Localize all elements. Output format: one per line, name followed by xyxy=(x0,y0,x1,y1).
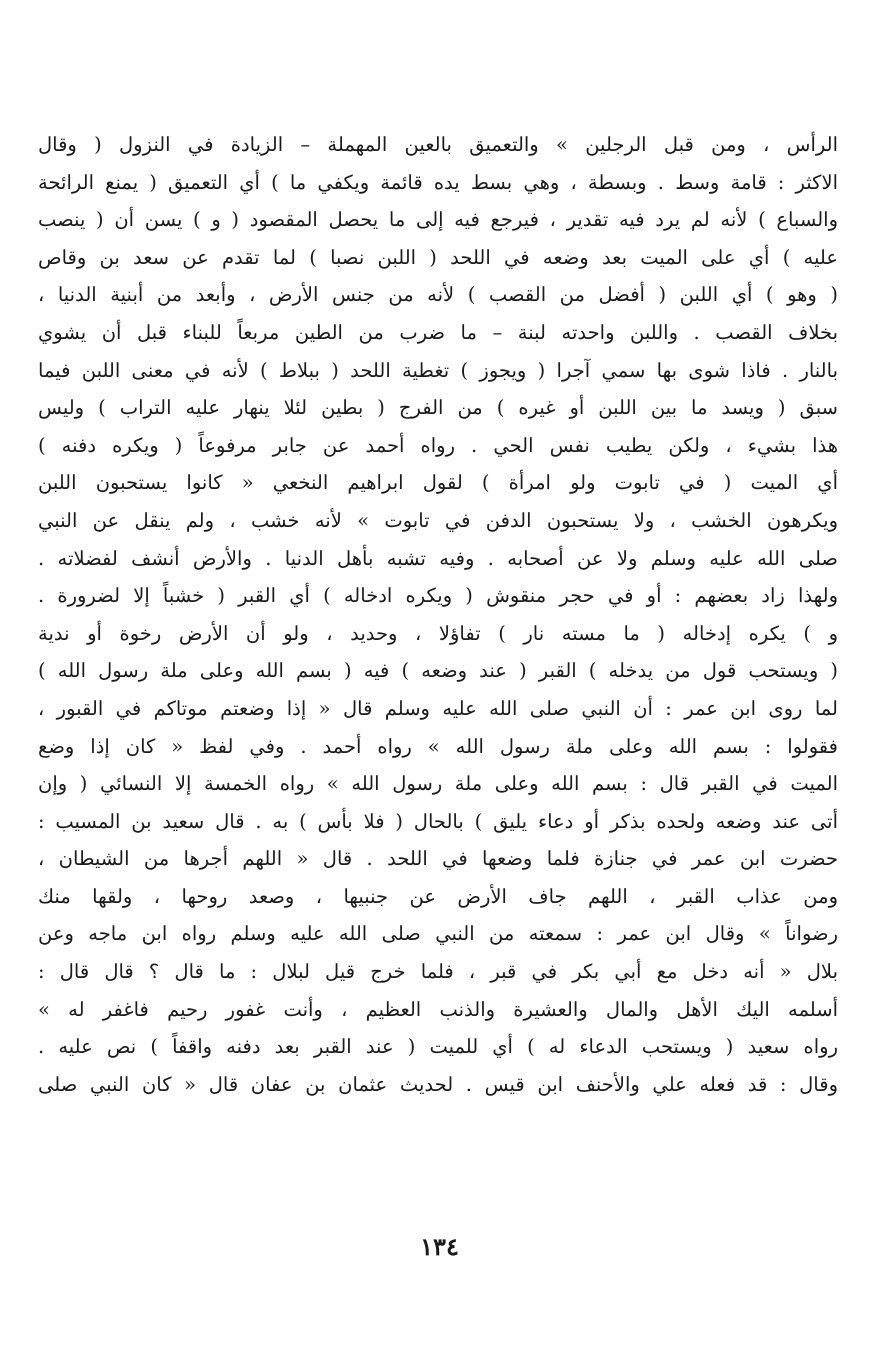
text-line: ولهذا زاد بعضهم : أو في حجر منقوش ( ويكره ادخاله ) أي القبر ( خشباً إلا لضرورة . xyxy=(38,584,838,608)
text-line: الميت في القبر قال : بسم الله وعلى ملة رسول الله » رواه الخمسة إلا النسائي ( وإن xyxy=(38,772,838,796)
text-line: صلى الله عليه وسلم ولا عن أصحابه . وفيه تشبه بأهل الدنيا . والأرض أنشف لفضلاته . xyxy=(38,546,838,570)
text-line: ومن عذاب القبر ، اللهم جاف الأرض عن جنبيها ، وصعد روحها ، ولقها منك xyxy=(38,884,838,908)
text-line: أسلمه اليك الأهل والمال والعشيرة والذنب العظيم ، وأنت غفور رحيم فاغفر له » xyxy=(38,997,838,1021)
text-line: و ) يكره إدخاله ( ما مسته نار ) تفاؤلا ، وحديد ، ولو أن الأرض رخوة أو ندية xyxy=(38,621,838,645)
text-line: عليه ) أي على الميت بعد وضعه في اللحد ( اللبن نصبا ) لما تقدم عن سعد بن وقاص xyxy=(38,245,838,269)
text-line: والسباع ) لأنه لم يرد فيه تقدير ، فيرجع فيه إلى ما يحصل المقصود ( و ) يسن أن ( ينصب xyxy=(38,208,838,232)
text-line: ( ويستحب قول من يدخله ) القبر ( عند وضعه ) فيه ( بسم الله وعلى ملة رسول الله ) xyxy=(38,659,838,683)
text-line: الرأس ، ومن قبل الرجلين » والتعميق بالعين المهملة – الزيادة في النزول ( وقال xyxy=(38,133,838,156)
text-line: لما روى ابن عمر : أن النبي صلى الله عليه وسلم قال « إذا وضعتم موتاكم في القبور ، xyxy=(38,696,838,720)
text-line: بخلاف القصب . واللبن واحدته لبنة – ما ضرب من الطين مربعاً للبناء قبل أن يشوي xyxy=(38,320,838,344)
text-line: بالنار . فاذا شوى بها سمي آجرا ( ويجوز ) تغطية اللحد ( ببلاط ) لأنه في معنى اللبن فيما xyxy=(38,358,838,382)
text-line: أي الميت ( في تابوت ولو امرأة ) لقول ابراهيم النخعي « كانوا يستحبون اللبن xyxy=(38,471,838,495)
text-line: ( وهو ) أي اللبن ( أفضل من القصب ) لأنه من جنس الأرض ، وأبعد من أبنية الدنيا ، xyxy=(38,283,838,307)
text-line: هذا بشيء ، ولكن يطيب نفس الحي . رواه أحمد عن جابر مرفوعاً ( ويكره دفنه ) xyxy=(38,433,838,457)
text-line: وقال : قد فعله علي والأحنف ابن قيس . لحديث عثمان بن عفان قال « كان النبي صلى xyxy=(38,1072,838,1096)
text-line: ويكرهون الخشب ، ولا يستحبون الدفن في تابوت » لأنه خشب ، ولم ينقل عن النبي xyxy=(38,508,838,532)
text-line: سبق ( ويسد ما بين اللبن أو غيره ) من الفرج ( بطين لئلا ينهار عليه التراب ) وليس xyxy=(38,396,838,420)
text-line: فقولوا : بسم الله وعلى ملة رسول الله » رواه أحمد . وفي لفظ « كان إذا وضع xyxy=(38,734,838,758)
body-text xyxy=(38,126,838,1103)
text-line: أتى عند وضعه ولحده بذكر أو دعاء يليق ) بالحال ( فلا بأس ) به . قال سعيد بن المسيب : xyxy=(38,809,838,833)
text-line: رضواناً » وقال ابن عمر : سمعته من النبي صلى الله عليه وسلم رواه ابن ماجه وعن xyxy=(38,922,838,946)
text-line: حضرت ابن عمر في جنازة فلما وضعها في اللحد . قال « اللهم أجرها من الشيطان ، xyxy=(38,847,838,871)
page-number: ١٣٤ xyxy=(420,1232,459,1261)
text-line: الاكثر : قامة وسط . وبسطة ، وهي بسط يده قائمة ويكفي ما ) أي التعميق ( يمنع الرائحة xyxy=(38,170,838,194)
text-line: بلال « أنه دخل مع أبي بكر في قبر ، فلما خرج قيل لبلال : ما قال ؟ قال قال : xyxy=(38,960,838,984)
text-line: رواه سعيد ( ويستحب الدعاء له ) أي للميت ( عند القبر بعد دفنه واقفاً ) نص عليه . xyxy=(38,1035,838,1059)
